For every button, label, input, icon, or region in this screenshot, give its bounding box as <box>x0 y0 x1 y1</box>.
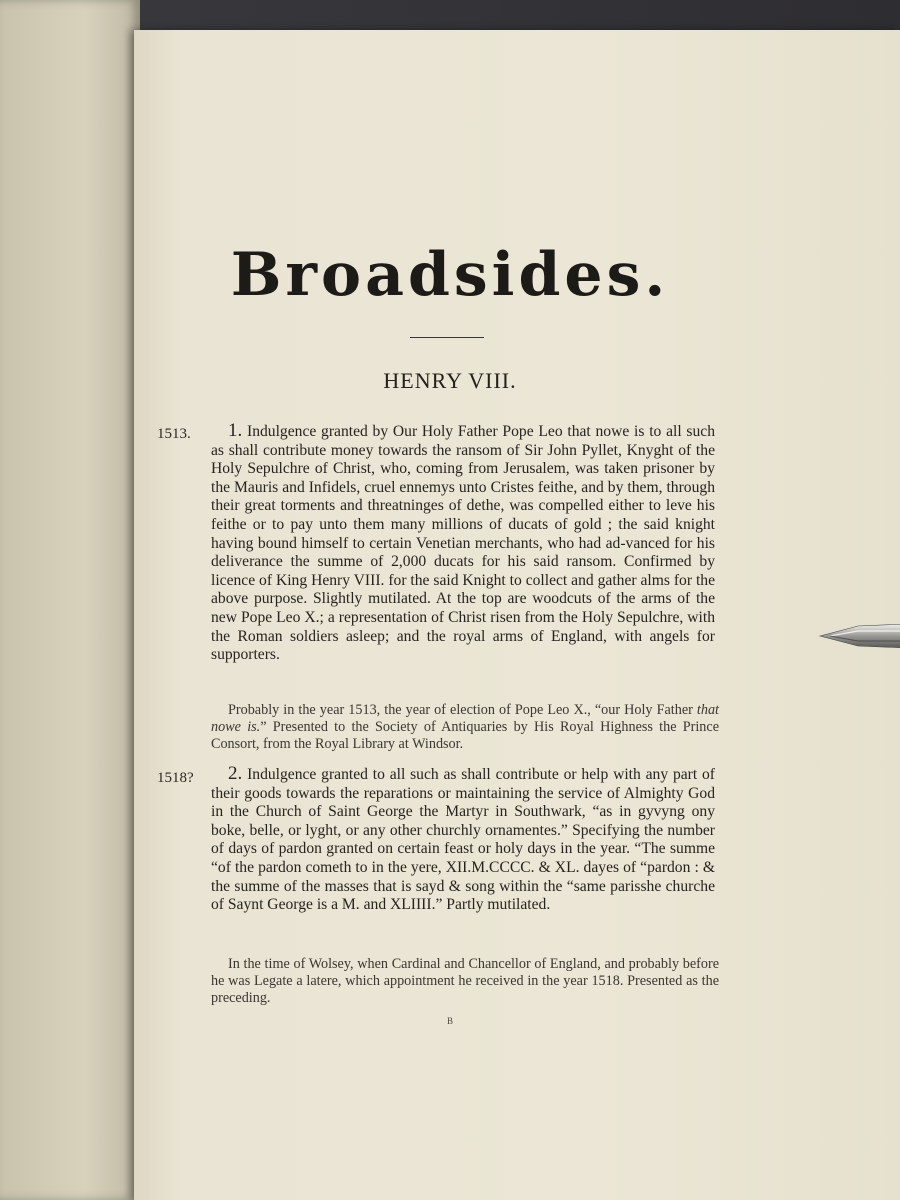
entry-text <box>211 765 715 915</box>
entry-note <box>211 956 719 1007</box>
entry-year: 1513. <box>157 426 191 442</box>
note-text: Probably in the year 1513, the year of election of Pope Leo X., “our Holy Father <box>228 702 697 718</box>
page-title: Broadsides. <box>230 240 670 310</box>
note-text-end: ” Presented to the Society of Antiquaries by His Royal Highness the Prince Consort, from the Royal Library at Windsor. <box>211 719 719 752</box>
section-heading: HENRY VIII. <box>383 368 517 393</box>
signature-mark: B <box>447 1016 454 1026</box>
entry-note <box>211 702 719 753</box>
entry-number: 1. <box>228 420 243 441</box>
page-clip <box>818 620 900 652</box>
entry-number: 2. <box>228 763 243 784</box>
note-text: In the time of Wolsey, when Cardinal and Chancellor of England, and probably before he was Legate a latere, which appointment he received in the year 1518. Presented as the preceding. <box>211 956 719 1006</box>
entry-body: Indulgence granted by Our Holy Father Pope Leo that nowe is to all such as shall contribute money towards the ransom of Sir John Pyllet, Knyght of the Holy Sepulchre of Christ, who, coming from Jerusalem, was taken prisoner by the Mauris and Infidels, cruel ennemys unto Cristes feithe, and by them, through their great torments and threatninges of dethe, was compelled either to leve his feithe or to pay unto them many millions of ducats of gold ; the said knight having bound himself to certain Venetian merchants, who had ad-vanced for his deliverance the summe of 2,000 ducats for his said ransom. Confirmed by licence of King Henry VIII. for the said Knight to collect and gather alms for the above purpose. Slightly mutilated. At the top are woodcuts of the arms of the new Pope Leo X.; a representation of Christ risen from the Holy Sepulchre, with the Roman soldiers asleep; and the royal arms of England, with angels for supporters. <box>211 423 716 664</box>
note-italic: that nowe is. <box>211 702 719 735</box>
facing-page-edge <box>0 0 140 1200</box>
entry-body: Indulgence granted to all such as shall contribute or help with any part of their goods towards the reparations or maintaining the service of Almighty God in the Church of Saint George the Martyr in Southwark, “as in gyvyng ony boke, belle, or lyght, or any other churchly ornamentes.” Specifying the number of days of pardon granted on certain feast or holy days in the year. “The summe “of the pardon cometh to in the yere, XII.M.CCCC. & XL. dayes of “pardon : & the summe of the masses that is sayd & song within the “same parisshe churche of Saynt George is a M. and XLIIII.” Partly mutilated. <box>211 766 715 914</box>
title-rule <box>410 337 484 338</box>
entry-text <box>211 422 715 665</box>
entry-year: 1518? <box>157 770 194 786</box>
